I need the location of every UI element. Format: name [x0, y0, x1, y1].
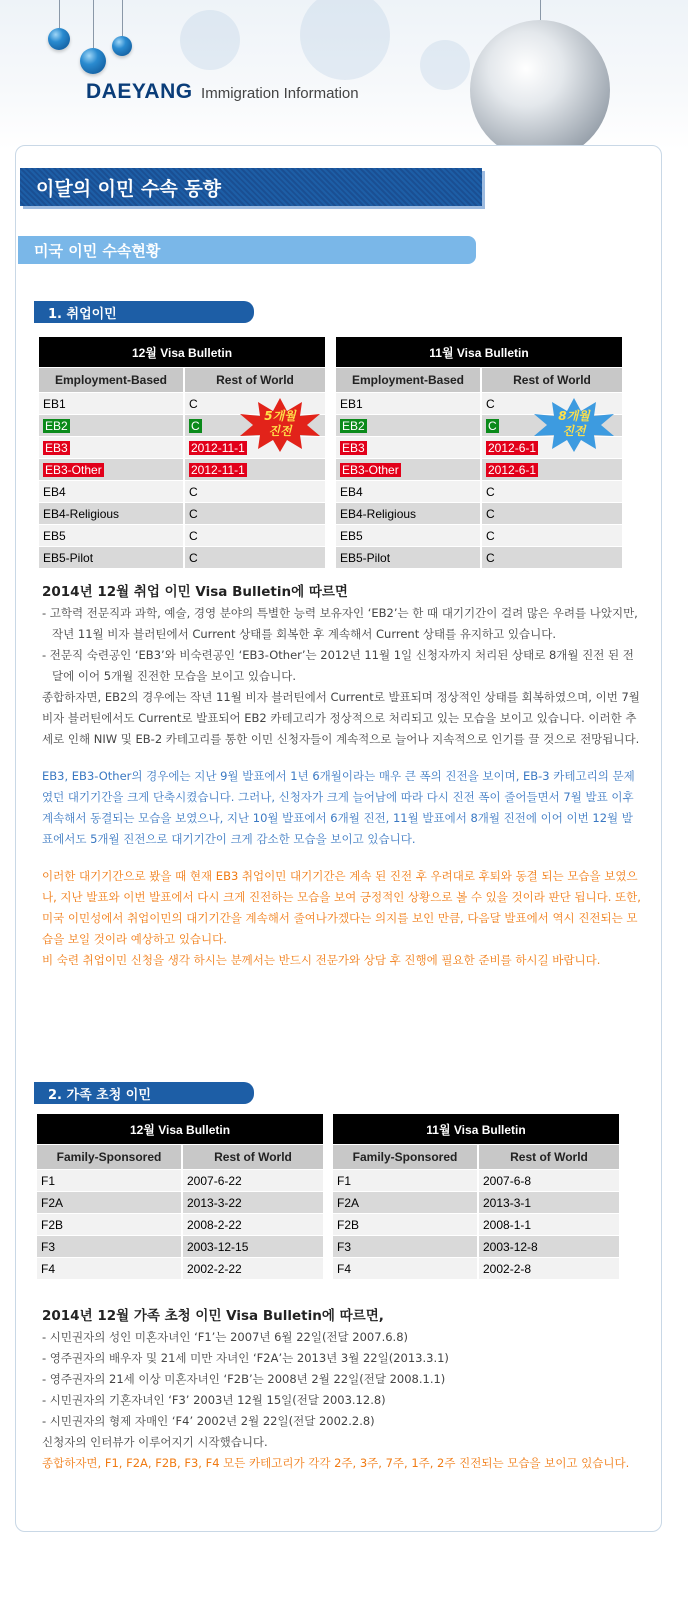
date-cell: C — [184, 503, 325, 525]
category-cell: EB5-Pilot — [39, 547, 184, 569]
column-header: Family-Sponsored — [37, 1145, 182, 1170]
category-cell: EB3-Other — [45, 462, 102, 477]
date-cell: C — [184, 525, 325, 547]
burst-line: 진전 — [562, 424, 586, 438]
header-banner — [0, 0, 688, 150]
table-caption: 11월 Visa Bulletin — [336, 337, 622, 368]
silver-ornament-icon — [470, 20, 610, 150]
bokeh-decoration — [180, 10, 240, 70]
ornament-string — [93, 0, 94, 48]
category-cell: F3 — [333, 1236, 478, 1258]
date-cell: C — [481, 393, 622, 415]
paragraph: 비 숙련 취업이민 신청을 생각 하시는 분께서는 반드시 전문가와 상담 후 진행에 필요한 준비를 하시길 바랍니다. — [42, 953, 601, 967]
date-cell: 2012-11-1 — [191, 462, 245, 477]
category-cell: EB5-Pilot — [336, 547, 481, 569]
column-header: Family-Sponsored — [333, 1145, 478, 1170]
employment-table-nov — [336, 337, 622, 569]
date-cell: C — [488, 418, 497, 433]
date-cell: 2007-6-22 — [182, 1170, 323, 1192]
category-cell: EB2 — [45, 418, 68, 433]
column-header: Rest of World — [182, 1145, 323, 1170]
category-cell: EB3 — [342, 440, 365, 455]
list-item: - 영주권자의 21세 이상 미혼자녀인 ‘F2B’는 2008년 2월 22일(전달 2008.1.1) — [42, 1372, 446, 1386]
section-title: 미국 이민 수속현황 — [34, 242, 161, 260]
category-cell: F2A — [37, 1192, 182, 1214]
date-cell: C — [481, 503, 622, 525]
list-item: 신청자의 인터뷰가 이루어지기 시작했습니다. — [42, 1435, 268, 1449]
date-cell: 2008-2-22 — [182, 1214, 323, 1236]
date-cell: 2002-2-8 — [478, 1258, 619, 1280]
date-cell: 2003-12-15 — [182, 1236, 323, 1258]
progress-burst-red — [238, 398, 322, 452]
date-cell: C — [481, 481, 622, 503]
family-heading: 2014년 12월 가족 초청 이민 Visa Bulletin에 따르면, — [42, 1308, 384, 1324]
brand-logo — [86, 80, 359, 104]
date-cell: C — [481, 525, 622, 547]
table-caption: 12월 Visa Bulletin — [39, 337, 325, 368]
category-cell: F4 — [37, 1258, 182, 1280]
ornament-icon — [48, 28, 70, 50]
employment-heading: 2014년 12월 취업 이민 Visa Bulletin에 따르면 — [42, 584, 348, 600]
ornament-string — [59, 0, 60, 28]
category-cell: F1 — [37, 1170, 182, 1192]
category-cell: EB5 — [336, 525, 481, 547]
date-cell: C — [191, 418, 200, 433]
ornament-icon — [112, 36, 132, 56]
employment-table-dec — [39, 337, 325, 569]
paragraph: 종합하자면, EB2의 경우에는 작년 11월 비자 블러틴에서 Current로 발표되며 정상적인 상태를 회복하였으며, 이번 7월 비자 블러틴에서도 Current로 발표되어 EB2 카테고리가 정상적으로 처리되고 있는 모습을 보이고 있습니다. 이러한 추세로 인해 NIW 및 EB-2 카테고리를 통한 이민 신청자들이 계속적으로 늘어나 지속적으로 인기를 끌 것으로 전망됩니다. — [42, 690, 640, 746]
bokeh-decoration — [300, 0, 390, 80]
burst-line: 진전 — [268, 424, 292, 438]
column-header: Employment-Based — [39, 368, 184, 393]
date-cell: C — [184, 481, 325, 503]
family-table-nov — [333, 1114, 619, 1280]
ornament-icon — [80, 48, 106, 74]
category-cell: EB4-Religious — [336, 503, 481, 525]
table-caption: 12월 Visa Bulletin — [37, 1114, 323, 1145]
date-cell: 2007-6-8 — [478, 1170, 619, 1192]
table-caption: 11월 Visa Bulletin — [333, 1114, 619, 1145]
date-cell: 2002-2-22 — [182, 1258, 323, 1280]
employment-body — [42, 582, 642, 971]
paragraph: - 고학력 전문직과 과학, 예술, 경영 분야의 특별한 능력 보유자인 ‘EB2’는 한 때 대기기간이 걸려 많은 우려를 나았지만, 작년 11월 비자 블러틴에서 Current 상태를 회복한 후 계속해서 Current 상태를 유지하고 있습니다. — [42, 606, 638, 641]
category-cell: EB1 — [336, 393, 481, 415]
column-header: Employment-Based — [336, 368, 481, 393]
date-cell: C — [184, 547, 325, 569]
family-body — [42, 1306, 642, 1474]
column-header: Rest of World — [184, 368, 325, 393]
date-cell: C — [481, 547, 622, 569]
family-label-text: 2. 가족 초청 이민 — [48, 1088, 151, 1103]
ornament-string — [122, 0, 123, 36]
date-cell: 2013-3-1 — [478, 1192, 619, 1214]
page-title: 이달의 이민 수속 동향 — [36, 178, 222, 200]
family-table-dec — [37, 1114, 323, 1280]
list-item: - 시민권자의 형제 자매인 ‘F4’ 2002년 2월 22일(전달 2002.2.8) — [42, 1414, 375, 1428]
category-cell: EB2 — [342, 418, 365, 433]
category-cell: EB1 — [39, 393, 184, 415]
section-title-bar — [18, 236, 476, 264]
category-cell: F3 — [37, 1236, 182, 1258]
column-header: Rest of World — [478, 1145, 619, 1170]
date-cell: 2003-12-8 — [478, 1236, 619, 1258]
burst-line: 8개월 — [558, 409, 590, 423]
category-cell: EB5 — [39, 525, 184, 547]
date-cell: 2008-1-1 — [478, 1214, 619, 1236]
category-cell: F2A — [333, 1192, 478, 1214]
column-header: Rest of World — [481, 368, 622, 393]
category-cell: EB4-Religious — [39, 503, 184, 525]
list-item: - 시민권자의 성인 미혼자녀인 ‘F1’는 2007년 6월 22일(전달 2007.6.8) — [42, 1330, 408, 1344]
paragraph: - 전문직 숙련공인 ‘EB3’와 비숙련공인 ‘EB3-Other’는 2012년 11월 1일 신청자까지 처리된 상태로 8개월 진전 된 전 달에 이어 5개월 진전한 모습을 보이고 있습니다. — [42, 648, 634, 683]
category-cell: F2B — [37, 1214, 182, 1236]
burst-text — [532, 409, 616, 439]
category-cell: EB3-Other — [342, 462, 399, 477]
brand-subtitle: Immigration Information — [201, 85, 359, 102]
paragraph: EB3, EB3-Other의 경우에는 지난 9월 발표에서 1년 6개월이라는 매우 큰 폭의 진전을 보이며, EB-3 카테고리의 문제였던 대기기간을 크게 단축시켰습니다. 그러나, 신청자가 크게 늘어남에 따라 다시 진전 폭이 줄어들면서 7월 발표 이후 계속해서 동결되는 모습을 보였으나, 지난 10월 발표에서 6개월 진전, 11월 발표에서 8개월 진전에 이어 이번 12월 발표에서도 5개월 진전으로 대기기간이 크게 감소한 모습을 보이고 있습니다. — [42, 769, 635, 846]
date-cell: C — [184, 393, 325, 415]
category-cell: EB4 — [336, 481, 481, 503]
category-cell: EB4 — [39, 481, 184, 503]
paragraph: 이러한 대기기간으로 봤을 때 현재 EB3 취업이민 대기기간은 계속 된 진전 후 우려대로 후퇴와 동결 되는 모습을 보였으나, 지난 발표와 이번 발표에서 다시 크게 진전하는 모습을 보여 긍정적인 상황으로 볼 수 있을 것이라 판단 됩니다. 또한, 미국 이민성에서 취업이민의 대기기간을 계속해서 줄여나가겠다는 의지를 보인 만큼, 다음달 발표에서 역시 진전되는 모습을 보일 것이라 예상하고 있습니다. — [42, 869, 641, 946]
category-cell: EB3 — [45, 440, 68, 455]
progress-burst-blue — [532, 398, 616, 452]
burst-line: 5개월 — [264, 409, 296, 423]
date-cell: 2012-6-1 — [488, 440, 537, 455]
ornament-string — [540, 0, 541, 20]
category-cell: F2B — [333, 1214, 478, 1236]
date-cell: 2012-6-1 — [488, 462, 537, 477]
summary-text: 종합하자면, F1, F2A, F2B, F3, F4 모든 카테고리가 각각 2주, 3주, 7주, 1주, 2주 진전되는 모습을 보이고 있습니다. — [42, 1456, 630, 1470]
bokeh-decoration — [420, 40, 470, 90]
brand-name: DAEYANG — [86, 80, 193, 103]
family-section-label — [34, 1082, 254, 1104]
employment-section-label — [34, 301, 254, 323]
burst-text — [238, 409, 322, 439]
date-cell: 2013-3-22 — [182, 1192, 323, 1214]
date-cell: 2012-11-1 — [191, 440, 245, 455]
page-title-bar — [20, 168, 482, 206]
list-item: - 영주권자의 배우자 및 21세 미만 자녀인 ‘F2A’는 2013년 3월 22일(2013.3.1) — [42, 1351, 449, 1365]
category-cell: F4 — [333, 1258, 478, 1280]
employment-label-text: 1. 취업이민 — [48, 307, 117, 322]
category-cell: F1 — [333, 1170, 478, 1192]
list-item: - 시민권자의 기혼자녀인 ‘F3’ 2003년 12월 15일(전달 2003.12.8) — [42, 1393, 386, 1407]
